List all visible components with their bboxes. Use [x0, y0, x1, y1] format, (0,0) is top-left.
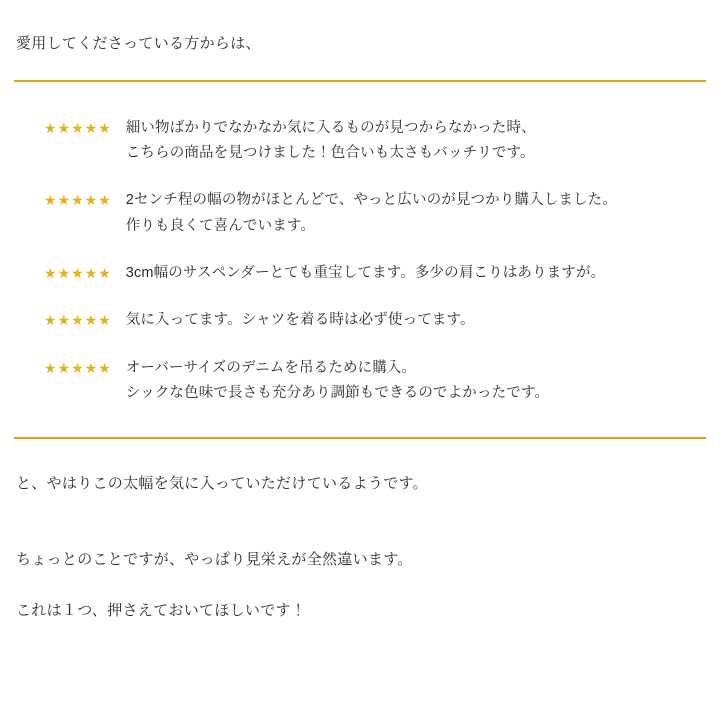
- review-item: [14, 261, 706, 286]
- review-list: [14, 82, 706, 437]
- review-line: 気に入ってます。シャツを着る時は必ず使ってます。: [125, 312, 475, 329]
- closing-line-1: と、やはりこの太幅を気に入っていただけているようです。: [16, 474, 428, 492]
- review-item: [14, 308, 706, 333]
- review-body: [112, 116, 706, 167]
- review-body: [112, 261, 706, 286]
- star-rating-icon: ★★★★★: [44, 359, 112, 376]
- review-body: [112, 356, 706, 407]
- review-line: シックな色味で長さも充分あり調節もできるのでよかったです。: [125, 385, 550, 402]
- review-item: [14, 356, 706, 407]
- star-rating-icon: ★★★★★: [44, 312, 112, 329]
- review-line: 作りも良くて喜んでいます。: [125, 217, 315, 234]
- review-item: [14, 116, 706, 167]
- review-body: [112, 308, 706, 333]
- closing-line-3: これは１つ、押さえておいてほしいです！: [16, 601, 307, 619]
- star-rating-icon: ★★★★★: [44, 192, 112, 209]
- intro-text: 愛用してくださっている方からは、: [16, 35, 261, 52]
- closing-text-block: [14, 439, 706, 623]
- review-item: [14, 188, 706, 239]
- review-line: 3cm幅のサスペンダーとても重宝してます。多少の肩こりはありますが。: [125, 265, 606, 281]
- review-line: こちらの商品を見つけました！色合いも太さもバッチリです。: [125, 144, 535, 161]
- review-line: 細い物ばかりでなかなか気に入るものが見つからなかった時、: [125, 119, 536, 136]
- star-rating-icon: ★★★★★: [44, 119, 112, 136]
- star-rating-icon: ★★★★★: [44, 265, 112, 281]
- review-body: [112, 188, 706, 239]
- review-line: 2センチ程の幅の物がほとんどで、やっと広いのが見つかり購入しました。: [125, 192, 617, 209]
- closing-line-2: ちょっとのことですが、やっぱり見栄えが全然違います。: [16, 551, 413, 568]
- review-line: オーバーサイズのデニムを吊るために購入。: [125, 359, 417, 376]
